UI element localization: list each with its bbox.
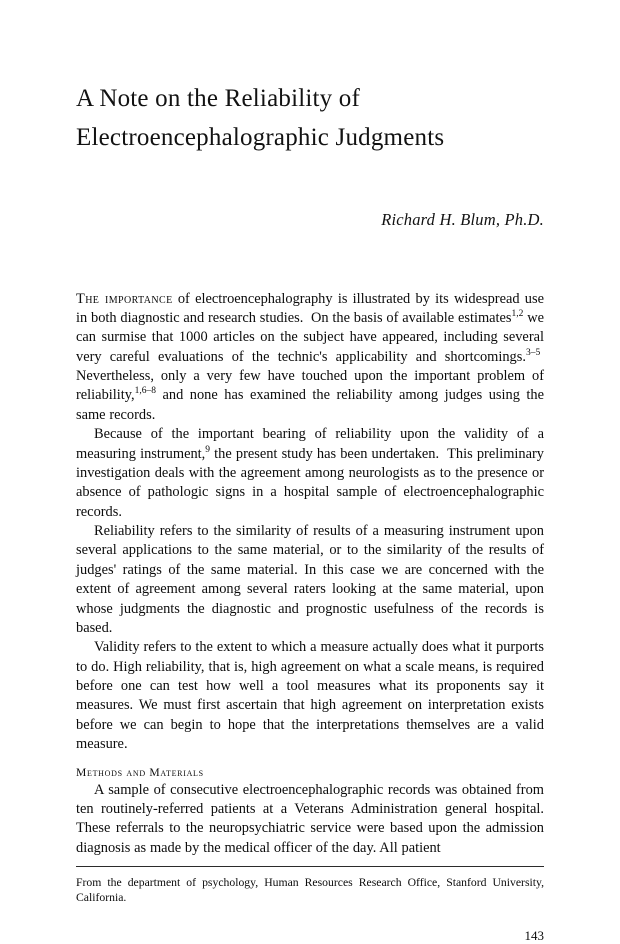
footnote-divider <box>76 866 544 867</box>
ref-marker: 3–5 <box>525 347 541 358</box>
page-title <box>76 80 544 158</box>
paragraph-2 <box>76 425 544 522</box>
paragraph-1 <box>76 290 544 426</box>
article-body <box>76 290 544 859</box>
paragraph-methods: A sample of consecutive electroencephalographic records was obtained from ten routinely-referred patients at a Veterans Administration general hospital. These referrals to the neuropsychiatric service were based upon the admission diagnosis as made by the medical officer of the day. All patient <box>76 781 544 856</box>
footnote-text: From the department of psychology, Human Resources Research Office, Stanford University, California. <box>76 876 544 905</box>
paragraph-2-text: Because of the important bearing of reliability upon the validity of a measuring instrument,$^9$ the present study has been undertaken. This preliminary investigation deals with the agreement among neurologists as to the presence or absence of pathologic signs in a hospital sample of electroencephalographic records. <box>76 426 544 520</box>
section-heading-methods: Methods and Materials <box>76 765 204 779</box>
paragraph-1-text: of electroencephalography is illustrated by its widespread use in both diagnostic and research studies. On the basis of available estimates$^{1,2}$ we can surmise that 1000 articles on the subject have appeared, including several very careful evaluations of the technic's applicability and shortcomings.$^{3-5}$ Nevertheless, only a very few have touched upon the important problem of reliability,$^{1,6-8}$ and none has examined the reliability among judges using the same records. <box>76 290 545 423</box>
paragraph-3: Reliability refers to the similarity of results of a measuring instrument upon several applications to the same material, or to the similarity of the results of judges' ratings of the same material. In this case we are concerned with the extent of agreement among several raters looking at the same material, upon whose judgments the diagnostic and prognostic usefulness of the records is based. <box>76 523 544 636</box>
ref-marker: 9 <box>205 444 210 455</box>
page-number: 143 <box>524 927 544 943</box>
title-line-2: Electroencephalographic Judgments <box>76 123 445 151</box>
paragraph-4: Validity refers to the extent to which a measure actually does what it purports to do. High reliability, that is, high agreement on what a scale means, is required before one can test how well a tool measures what its proponents say it measures. We must first ascertain that high agreement on interpretation exists before we can begin to hope that the interpretations themselves are a valid measure. <box>76 639 544 753</box>
author-byline: Richard H. Blum, Ph.D. <box>381 209 544 229</box>
page-content <box>76 0 544 944</box>
ref-marker: 1,2 <box>511 309 524 320</box>
paragraph-1-lead: The importance <box>76 290 173 307</box>
title-line-1: A Note on the Reliability of <box>76 85 361 112</box>
ref-marker: 1,6–8 <box>134 386 156 397</box>
